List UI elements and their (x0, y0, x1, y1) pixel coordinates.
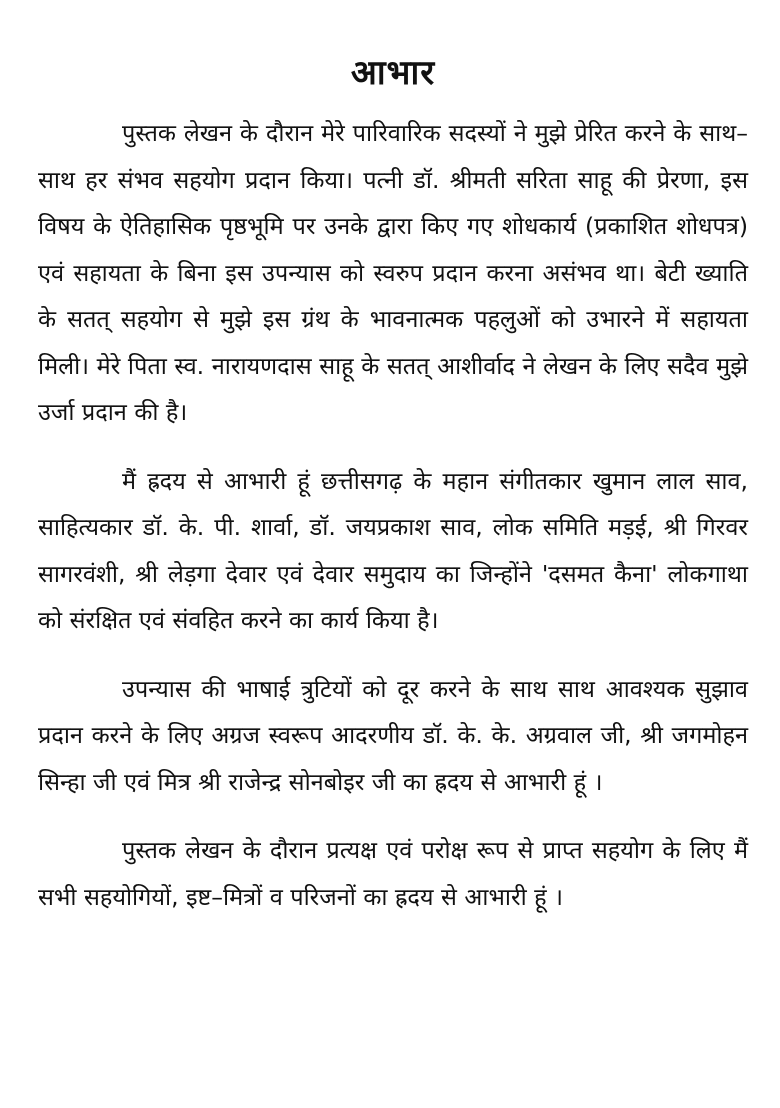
paragraph-cultural-thanks (38, 458, 748, 644)
paragraph-family-thanks (38, 110, 748, 436)
paragraph-text: मैं ह्रदय से आभारी हूं छत्तीसगढ़ के महान संगीतकार खुमान लाल साव, साहित्यकार डॉ. के. पी. शार्वा, डॉ. जयप्रकाश साव, लोक समिति मड़ई, श्री गिरवर सागरवंशी, श्री लेड़गा देवार एवं देवार समुदाय का जिन्होंने 'दसमत कैना' लोकगाथा को संरक्षित एवं संवहित करने का कार्य किया है। (38, 466, 748, 634)
paragraph-text: पुस्तक लेखन के दौरान प्रत्यक्ष एवं परोक्ष रूप से प्राप्त सहयोग के लिए मैं सभी सहयोगियों, इष्ट–मित्रों व परिजनों का ह्रदय से आभारी हूं । (38, 836, 748, 911)
paragraph-editorial-thanks (38, 666, 748, 806)
page-title: आभार (350, 53, 436, 93)
paragraph-text: उपन्यास की भाषाई त्रुटियों को दूर करने के साथ साथ आवश्यक सुझाव प्रदान करने के लिए अग्रज स्वरूप आदरणीय डॉ. के. के. अग्रवाल जी, श्री जगमोहन सिन्हा जी एवं मित्र श्री राजेन्द्र सोनबोइर जी का ह्रदय से आभारी हूं । (38, 674, 748, 796)
paragraph-general-thanks (38, 827, 748, 920)
paragraph-text: पुस्तक लेखन के दौरान मेरे पारिवारिक सदस्यों ने मुझे प्रेरित करने के साथ–साथ हर संभव सहयोग प्रदान किया। पत्नी डॉ. श्रीमती सरिता साहू की प्रेरणा, इस विषय के ऐतिहासिक पृष्ठभूमि पर उनके द्वारा किए गए शोधकार्य (प्रकाशित शोधपत्र) एवं सहायता के बिना इस उपन्यास को स्वरुप प्रदान करना असंभव था। बेटी ख्याति के सतत् सहयोग से मुझे इस ग्रंथ के भावनात्मक पहलुओं को उभारने में सहायता मिली। मेरे पिता स्व. नारायणदास साहू के सतत् आशीर्वाद ने लेखन के लिए सदैव मुझे उर्जा प्रदान की है। (38, 119, 748, 426)
